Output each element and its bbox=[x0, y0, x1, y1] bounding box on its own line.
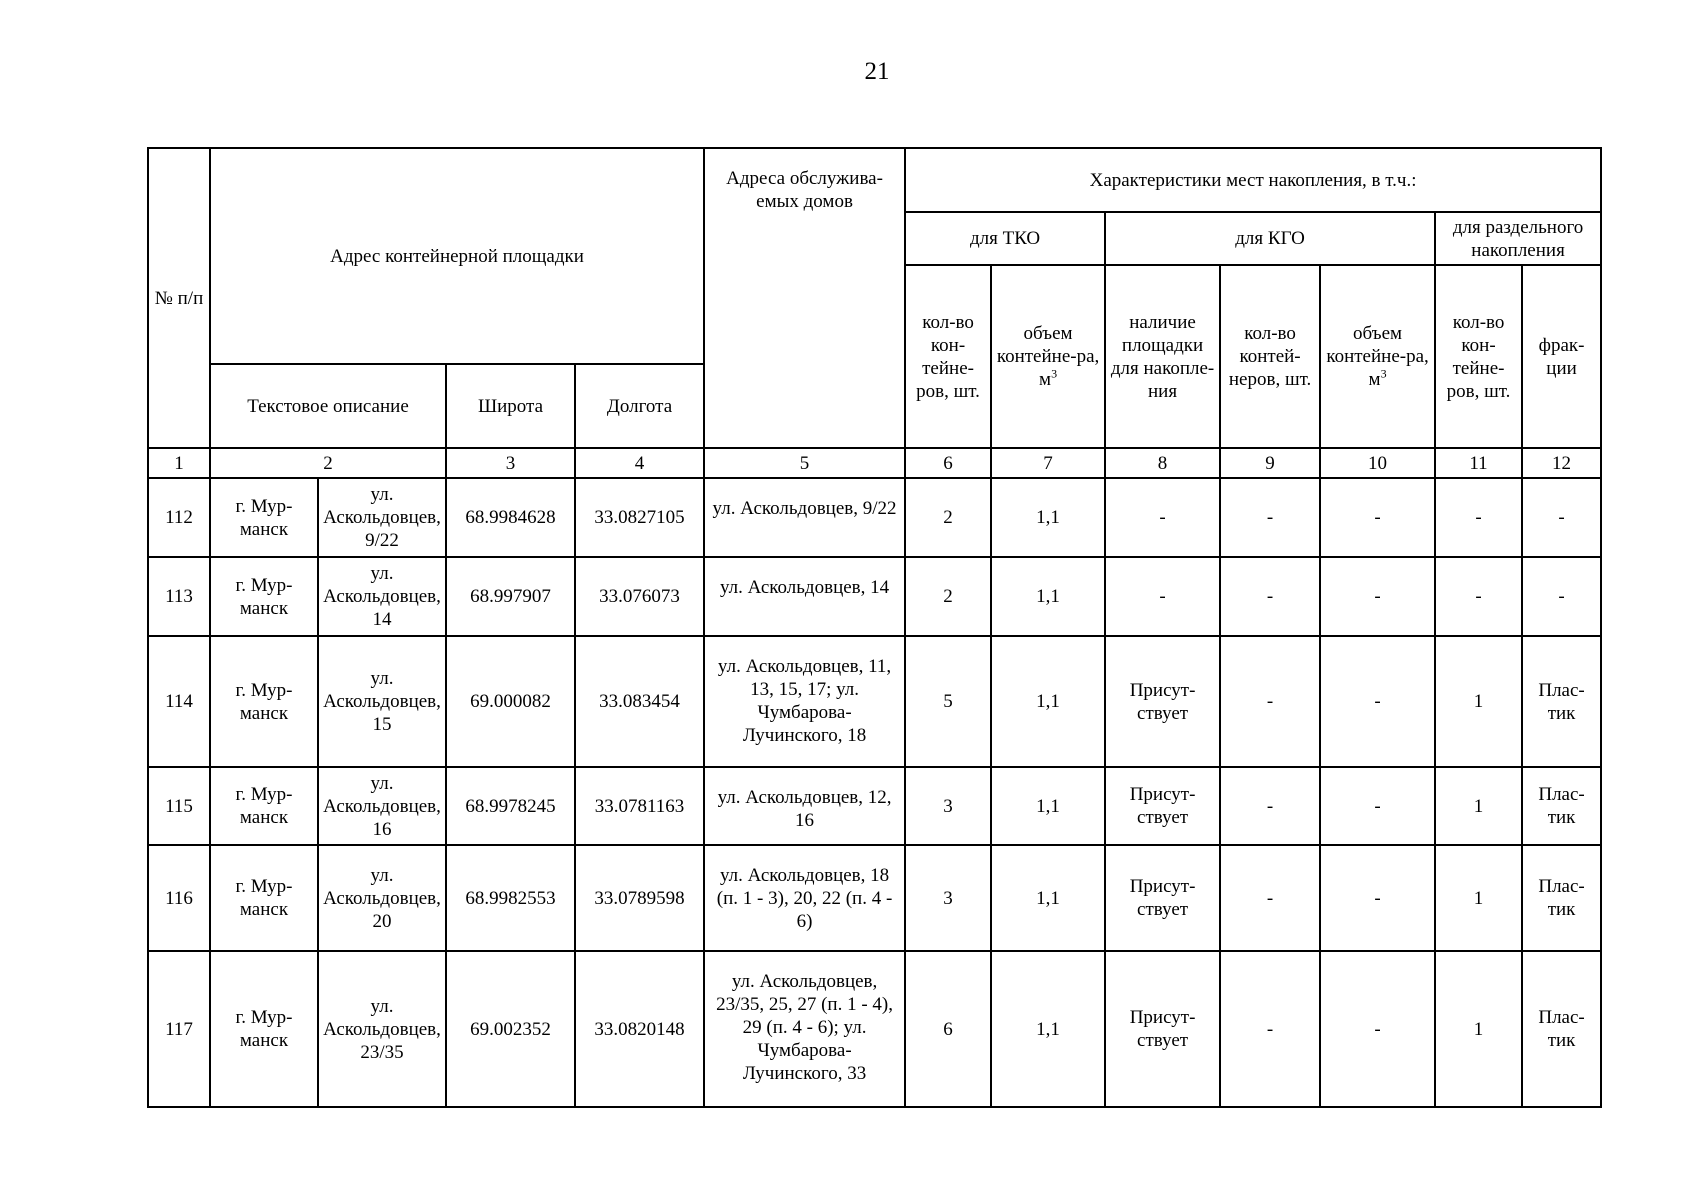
column-number: 6 bbox=[905, 448, 991, 478]
cell-tko-count: 2 bbox=[905, 557, 991, 636]
cell-kgo-site: Присут-ствует bbox=[1105, 845, 1220, 951]
table-row bbox=[148, 557, 1601, 636]
cell-lon: 33.083454 bbox=[575, 636, 704, 767]
table-row bbox=[148, 478, 1601, 557]
table-row bbox=[148, 767, 1601, 845]
column-number: 4 bbox=[575, 448, 704, 478]
cell-tko-volume: 1,1 bbox=[991, 478, 1105, 557]
cell-tko-count: 3 bbox=[905, 767, 991, 845]
column-number: 2 bbox=[210, 448, 446, 478]
cell-lat: 69.000082 bbox=[446, 636, 575, 767]
cell-sep-fraction: Плас-тик bbox=[1522, 845, 1601, 951]
cell-tko-volume: 1,1 bbox=[991, 845, 1105, 951]
cell-houses: ул. Аскольдовцев, 12, 16 bbox=[704, 767, 905, 845]
header-text-desc: Текстовое описание bbox=[210, 364, 446, 448]
cell-city: г. Мур-манск bbox=[210, 951, 318, 1107]
cell-sep-fraction: Плас-тик bbox=[1522, 767, 1601, 845]
cell-street: ул. Аскольдовцев, 20 bbox=[318, 845, 446, 951]
cell-kgo-volume: - bbox=[1320, 557, 1435, 636]
header-sep-fraction: фрак-ции bbox=[1522, 265, 1601, 448]
cell-houses: ул. Аскольдовцев, 11, 13, 15, 17; ул. Чумбарова-Лучинского, 18 bbox=[704, 636, 905, 767]
table-row bbox=[148, 845, 1601, 951]
cell-kgo-site: Присут-ствует bbox=[1105, 951, 1220, 1107]
cell-city: г. Мур-манск bbox=[210, 478, 318, 557]
cell-tko-volume: 1,1 bbox=[991, 636, 1105, 767]
cell-tko-volume: 1,1 bbox=[991, 557, 1105, 636]
header-kgo-volume: объем контейне-ра, $м^3$ bbox=[1320, 265, 1435, 448]
cell-tko-volume: 1,1 bbox=[991, 951, 1105, 1107]
column-number: 1 bbox=[148, 448, 210, 478]
column-number: 10 bbox=[1320, 448, 1435, 478]
column-number: 9 bbox=[1220, 448, 1320, 478]
cell-num: 116 bbox=[148, 845, 210, 951]
header-tko-count: кол-во кон-тейне-ров, шт. bbox=[905, 265, 991, 448]
cell-sep-count: 1 bbox=[1435, 951, 1522, 1107]
header-num: № п/п bbox=[148, 148, 210, 448]
column-number: 12 bbox=[1522, 448, 1601, 478]
cell-sep-fraction: - bbox=[1522, 557, 1601, 636]
column-number: 3 bbox=[446, 448, 575, 478]
cell-sep-count: - bbox=[1435, 557, 1522, 636]
cell-city: г. Мур-манск bbox=[210, 636, 318, 767]
cell-sep-count: 1 bbox=[1435, 636, 1522, 767]
cell-tko-count: 6 bbox=[905, 951, 991, 1107]
header-tko-volume: объем контейне-ра, $м^3$ bbox=[991, 265, 1105, 448]
cell-sep-fraction: Плас-тик bbox=[1522, 951, 1601, 1107]
cell-houses: ул. Аскольдовцев, 23/35, 25, 27 (п. 1 - 4), 29 (п. 4 - 6); ул. Чумбарова-Лучинского, 33 bbox=[704, 951, 905, 1107]
cell-kgo-site: Присут-ствует bbox=[1105, 636, 1220, 767]
cell-city: г. Мур-манск bbox=[210, 767, 318, 845]
column-number: 5 bbox=[704, 448, 905, 478]
cell-kgo-volume: - bbox=[1320, 845, 1435, 951]
cell-kgo-count: - bbox=[1220, 845, 1320, 951]
header-separate: для раздельного накопления bbox=[1435, 212, 1601, 265]
cell-num: 114 bbox=[148, 636, 210, 767]
table-row bbox=[148, 636, 1601, 767]
cell-kgo-site: Присут-ствует bbox=[1105, 767, 1220, 845]
table-body bbox=[148, 478, 1601, 1107]
page-number: 21 bbox=[864, 58, 890, 85]
cell-city: г. Мур-манск bbox=[210, 845, 318, 951]
cell-tko-count: 5 bbox=[905, 636, 991, 767]
cell-kgo-volume: - bbox=[1320, 767, 1435, 845]
cell-kgo-site: - bbox=[1105, 478, 1220, 557]
cell-kgo-volume: - bbox=[1320, 636, 1435, 767]
cell-sep-fraction: - bbox=[1522, 478, 1601, 557]
cell-street: ул. Аскольдовцев, 15 bbox=[318, 636, 446, 767]
cell-lat: 68.9982553 bbox=[446, 845, 575, 951]
cell-lon: 33.0789598 bbox=[575, 845, 704, 951]
cell-kgo-volume: - bbox=[1320, 951, 1435, 1107]
cell-lon: 33.0820148 bbox=[575, 951, 704, 1107]
column-number: 11 bbox=[1435, 448, 1522, 478]
cell-sep-count: - bbox=[1435, 478, 1522, 557]
header-tko: для ТКО bbox=[905, 212, 1105, 265]
cell-sep-count: 1 bbox=[1435, 767, 1522, 845]
header-characteristics: Характеристики мест накопления, в т.ч.: bbox=[905, 148, 1601, 212]
table-row bbox=[148, 951, 1601, 1107]
cell-num: 112 bbox=[148, 478, 210, 557]
cell-lat: 68.9978245 bbox=[446, 767, 575, 845]
column-number: 7 bbox=[991, 448, 1105, 478]
cell-sep-fraction: Плас-тик bbox=[1522, 636, 1601, 767]
cell-street: ул. Аскольдовцев, 16 bbox=[318, 767, 446, 845]
cell-city: г. Мур-манск bbox=[210, 557, 318, 636]
cell-houses: ул. Аскольдовцев, 9/22 bbox=[704, 478, 905, 557]
header-lon: Долгота bbox=[575, 364, 704, 448]
header-kgo-count: кол-во контей-неров, шт. bbox=[1220, 265, 1320, 448]
cell-lon: 33.076073 bbox=[575, 557, 704, 636]
cell-street: ул. Аскольдовцев, 14 bbox=[318, 557, 446, 636]
cell-street: ул. Аскольдовцев, 23/35 bbox=[318, 951, 446, 1107]
column-number: 8 bbox=[1105, 448, 1220, 478]
cell-kgo-count: - bbox=[1220, 636, 1320, 767]
cell-tko-count: 3 bbox=[905, 845, 991, 951]
cell-lon: 33.0781163 bbox=[575, 767, 704, 845]
table-header bbox=[148, 148, 1601, 478]
header-kgo: для КГО bbox=[1105, 212, 1435, 265]
cell-lon: 33.0827105 bbox=[575, 478, 704, 557]
cell-houses: ул. Аскольдовцев, 18 (п. 1 - 3), 20, 22 (п. 4 - 6) bbox=[704, 845, 905, 951]
header-kgo-site: наличие площадки для накопле-ния bbox=[1105, 265, 1220, 448]
cell-tko-count: 2 bbox=[905, 478, 991, 557]
cell-sep-count: 1 bbox=[1435, 845, 1522, 951]
cell-kgo-count: - bbox=[1220, 951, 1320, 1107]
cell-lat: 68.997907 bbox=[446, 557, 575, 636]
cell-kgo-count: - bbox=[1220, 557, 1320, 636]
cell-num: 113 bbox=[148, 557, 210, 636]
cell-street: ул. Аскольдовцев, 9/22 bbox=[318, 478, 446, 557]
cell-lat: 68.9984628 bbox=[446, 478, 575, 557]
header-address-group: Адрес контейнерной площадки bbox=[210, 148, 704, 364]
cell-kgo-count: - bbox=[1220, 767, 1320, 845]
header-lat: Широта bbox=[446, 364, 575, 448]
cell-kgo-count: - bbox=[1220, 478, 1320, 557]
container-sites-table bbox=[147, 147, 1602, 1108]
cell-kgo-volume: - bbox=[1320, 478, 1435, 557]
header-sep-count: кол-во кон-тейне-ров, шт. bbox=[1435, 265, 1522, 448]
cell-houses: ул. Аскольдовцев, 14 bbox=[704, 557, 905, 636]
cell-lat: 69.002352 bbox=[446, 951, 575, 1107]
cell-kgo-site: - bbox=[1105, 557, 1220, 636]
header-served-houses: Адреса обслужива-емых домов bbox=[704, 148, 905, 448]
cell-tko-volume: 1,1 bbox=[991, 767, 1105, 845]
column-number-row bbox=[148, 448, 1601, 478]
cell-num: 117 bbox=[148, 951, 210, 1107]
cell-num: 115 bbox=[148, 767, 210, 845]
